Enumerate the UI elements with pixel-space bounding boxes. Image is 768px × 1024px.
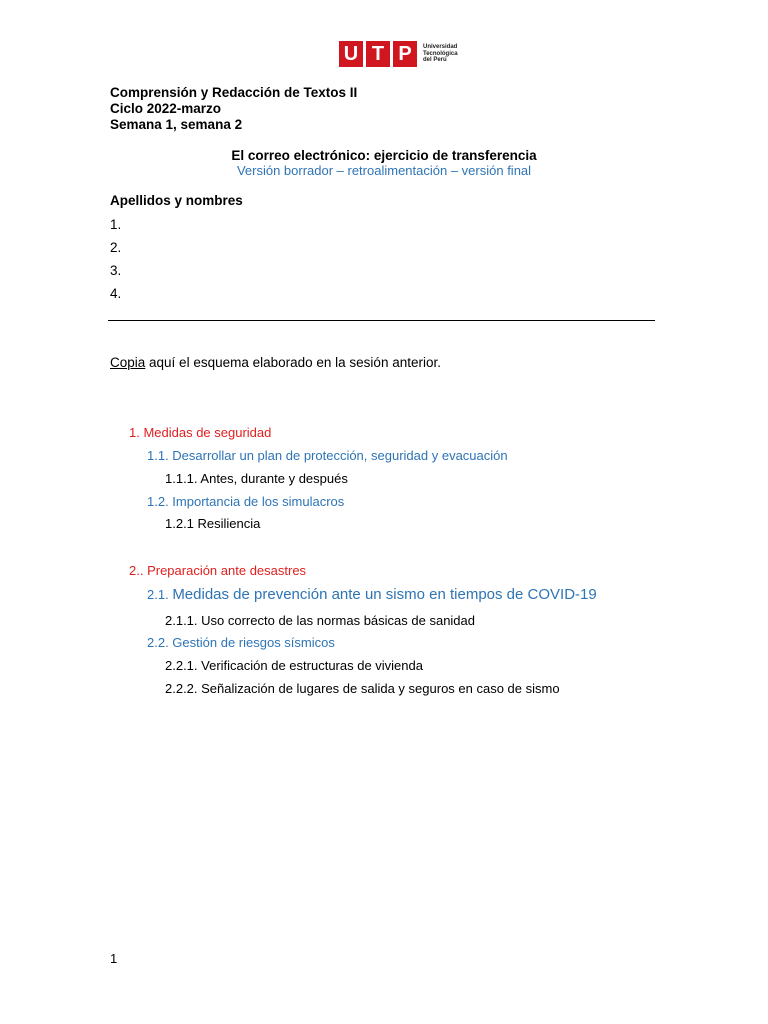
outline-item-1-1: 1.1. Desarrollar un plan de protección, seguridad y evacuación [147, 448, 508, 463]
logo-letter-p: P [393, 41, 417, 67]
logo-university-name [423, 44, 458, 64]
outline-item-2-2: 2.2. Gestión de riesgos sísmicos [147, 635, 335, 650]
outline-item-2-2-2: 2.2.2. Señalización de lugares de salida y seguros en caso de sismo [165, 681, 560, 696]
instruction [110, 355, 441, 370]
outline-item-2-1-number: 2.1. [147, 587, 169, 602]
logo-letter-t: T [366, 41, 390, 67]
separator-line [108, 320, 655, 321]
outline-item-2: 2.. Preparación ante desastres [129, 563, 307, 578]
logo-line: Universidad [423, 44, 458, 51]
cycle: Ciclo 2022-marzo [110, 101, 222, 116]
course-name: Comprensión y Redacción de Textos II [110, 85, 358, 100]
document-subtitle: Versión borrador – retroalimentación – versión final [236, 163, 532, 178]
name-item-3: 3. [110, 263, 122, 278]
week: Semana 1, semana 2 [110, 117, 243, 132]
outline-item-1: 1. Medidas de seguridad [129, 425, 272, 440]
instruction-rest: aquí el esquema elaborado en la sesión anterior. [145, 355, 441, 370]
utp-logo [339, 41, 458, 67]
document-title: El correo electrónico: ejercicio de transferencia [231, 148, 537, 163]
logo-letter-u: U [339, 41, 363, 67]
logo-line: Tecnológica [423, 50, 458, 57]
page-number: 1 [110, 951, 118, 966]
names-heading: Apellidos y nombres [110, 193, 243, 208]
outline-item-2-1-1: 2.1.1. Uso correcto de las normas básicas de sanidad [165, 613, 476, 628]
logo-line: del Perú [423, 57, 447, 64]
outline-item-2-2-1: 2.2.1. Verificación de estructuras de vivienda [165, 658, 423, 673]
outline-item-1-1-1: 1.1.1. Antes, durante y después [165, 471, 348, 486]
name-item-1: 1. [110, 217, 122, 232]
outline-item-2-1-text: Medidas de prevención ante un sismo en tiempos de COVID-19 [172, 586, 597, 603]
outline-item-1-2: 1.2. Importancia de los simulacros [147, 494, 345, 509]
outline-item-1-2-1: 1.2.1 Resiliencia [165, 516, 261, 531]
instruction-underlined: Copia [110, 355, 146, 370]
name-item-4: 4. [110, 286, 122, 301]
name-item-2: 2. [110, 240, 122, 255]
outline-item-2-1 [147, 586, 597, 603]
